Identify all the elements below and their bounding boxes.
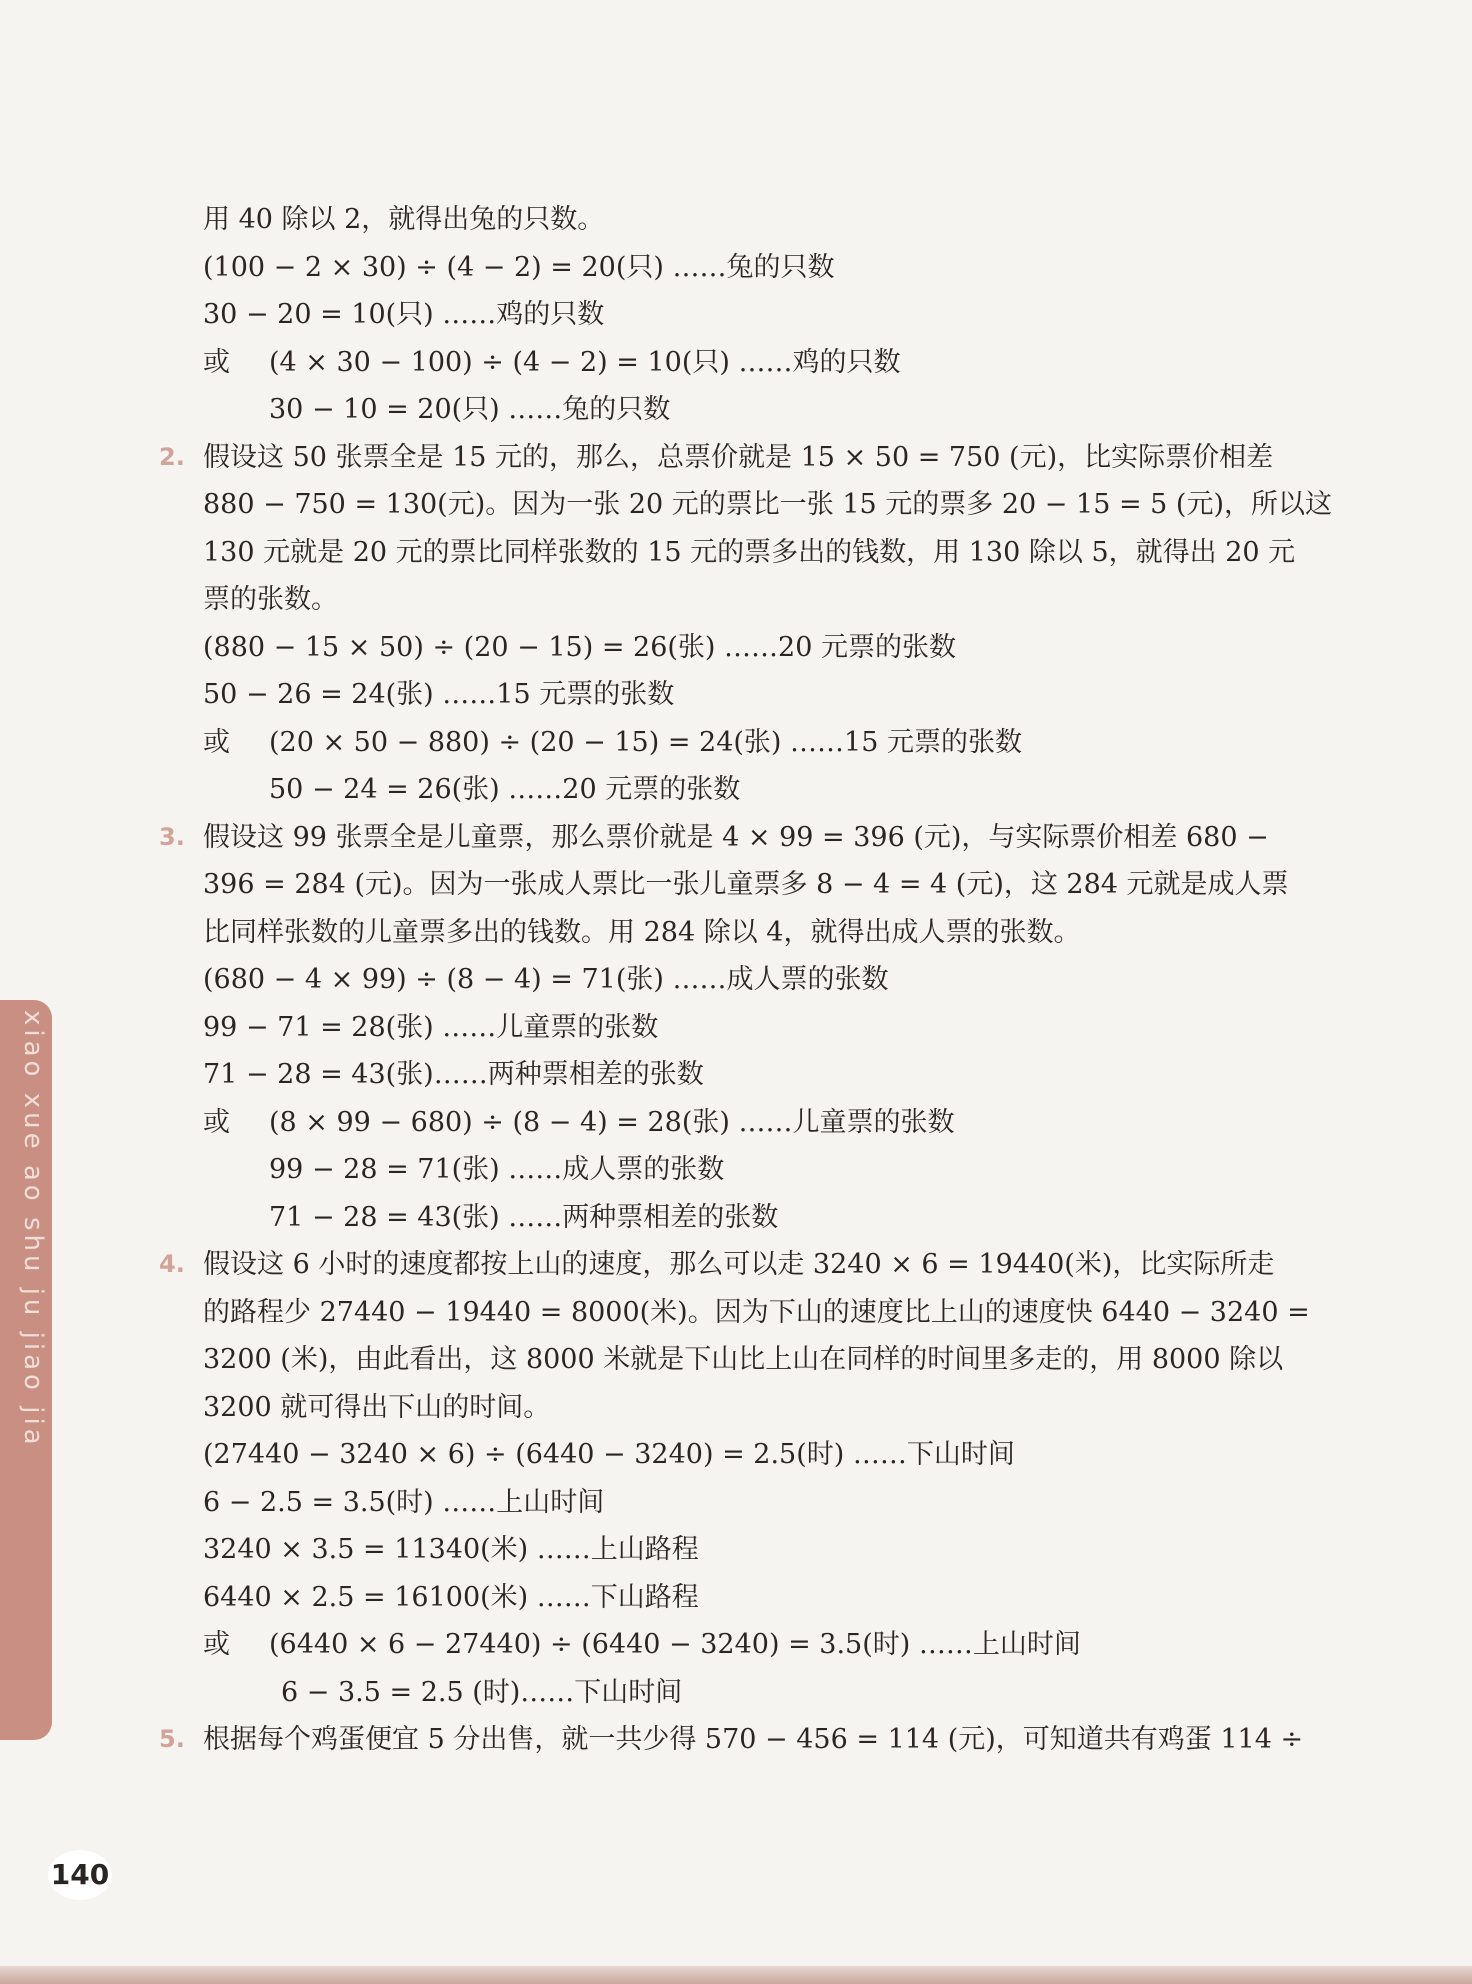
text-line — [203, 1384, 1413, 1432]
line-text: (6440 × 6 − 27440) ÷ (6440 − 3240) = 3.5(时) ……上山时间 — [269, 1629, 1081, 1660]
bottom-strip — [0, 1966, 1472, 1984]
line-text: 假设这 99 张票全是儿童票，那么票价就是 4 × 99 = 396 (元)，与实际票价相差 680 − — [203, 821, 1269, 853]
line-text: 票的张数。 — [203, 584, 338, 615]
line-text: 50 − 24 = 26(张) ……20 元票的张数 — [269, 774, 741, 805]
side-tab-text: xiao xue ao shu ju jiao jia — [18, 1010, 48, 1449]
line-text: 71 − 28 = 43(张)……两种票相差的张数 — [203, 1059, 704, 1090]
text-line — [159, 1241, 1413, 1289]
text-line — [203, 196, 1413, 244]
line-text: 3200 (米)，由此看出，这 8000 米就是下山比上山在同样的时间里多走的，用 8000 除以 — [203, 1344, 1284, 1375]
text-line — [203, 1574, 1413, 1622]
line-text: (8 × 99 − 680) ÷ (8 − 4) = 28(张) ……儿童票的张数 — [269, 1106, 955, 1138]
text-line — [203, 339, 1413, 387]
text-line — [203, 1051, 1413, 1099]
text-line — [203, 481, 1413, 529]
line-text: 6440 × 2.5 = 16100(米) ……下山路程 — [203, 1581, 699, 1613]
text-line — [203, 1194, 1413, 1242]
line-text: 用 40 除以 2，就得出兔的只数。 — [203, 204, 605, 235]
alternative-label: 或 — [203, 346, 230, 378]
line-text: 比同样张数的儿童票多出的钱数。用 284 除以 4，就得出成人票的张数。 — [203, 916, 1081, 948]
line-text: 50 − 26 = 24(张) ……15 元票的张数 — [203, 679, 675, 710]
line-text: 假设这 50 张票全是 15 元的，那么，总票价就是 15 × 50 = 750 (元)，比实际票价相差 — [203, 441, 1274, 473]
line-text: 6 − 2.5 = 3.5(时) ……上山时间 — [203, 1486, 605, 1518]
text-line — [203, 529, 1413, 577]
text-line — [203, 956, 1413, 1004]
line-text: 3240 × 3.5 = 11340(米) ……上山路程 — [203, 1534, 699, 1565]
text-line — [203, 1526, 1413, 1574]
text-line — [203, 386, 1413, 434]
alternative-label: 或 — [203, 1629, 230, 1660]
problem-number: 2. — [159, 442, 185, 471]
text-line — [203, 719, 1413, 767]
alternative-label: 或 — [203, 726, 230, 758]
line-text: 396 = 284 (元)。因为一张成人票比一张儿童票多 8 − 4 = 4 (元)，这 284 元就是成人票 — [203, 869, 1289, 900]
line-text: (880 − 15 × 50) ÷ (20 − 15) = 26(张) ……20 元票的张数 — [203, 631, 956, 663]
line-text: 6 − 3.5 = 2.5 (时)……下山时间 — [281, 1676, 683, 1708]
text-line — [203, 1004, 1413, 1052]
text-line — [203, 766, 1413, 814]
text-line — [203, 1146, 1413, 1194]
line-text: 3200 就可得出下山的时间。 — [203, 1391, 551, 1423]
text-line — [203, 624, 1413, 672]
text-line — [203, 671, 1413, 719]
line-text: 99 − 71 = 28(张) ……儿童票的张数 — [203, 1011, 659, 1043]
line-text: 根据每个鸡蛋便宜 5 分出售，就一共少得 570 − 456 = 114 (元)，可知道共有鸡蛋 114 ÷ — [203, 1724, 1304, 1755]
line-text: (20 × 50 − 880) ÷ (20 − 15) = 24(张) ……15 元票的张数 — [269, 726, 1022, 758]
line-text: 30 − 10 = 20(只) ……兔的只数 — [269, 394, 671, 425]
text-line — [203, 291, 1413, 339]
text-line — [203, 1336, 1413, 1384]
text-line — [159, 434, 1413, 482]
problem-number: 3. — [159, 822, 185, 851]
line-text: 99 − 28 = 71(张) ……成人票的张数 — [269, 1154, 725, 1185]
line-text: (100 − 2 × 30) ÷ (4 − 2) = 20(只) ……兔的只数 — [203, 251, 835, 283]
page-number: 140 — [48, 1850, 112, 1900]
text-line — [203, 1099, 1413, 1147]
answer-text — [159, 196, 1413, 1764]
text-line — [203, 576, 1413, 624]
text-line — [203, 1669, 1413, 1717]
alternative-label: 或 — [203, 1106, 230, 1138]
line-text: (680 − 4 × 99) ÷ (8 − 4) = 71(张) ……成人票的张数 — [203, 964, 889, 995]
text-line — [203, 1621, 1413, 1669]
line-text: 假设这 6 小时的速度都按上山的速度，那么可以走 3240 × 6 = 19440(米)，比实际所走 — [203, 1249, 1275, 1280]
line-text: 130 元就是 20 元的票比同样张数的 15 元的票多出的钱数，用 130 除以 5，就得出 20 元 — [203, 536, 1296, 568]
line-text: (27440 − 3240 × 6) ÷ (6440 − 3240) = 2.5(时) ……下山时间 — [203, 1439, 1015, 1470]
text-line — [159, 1716, 1413, 1764]
line-text: 的路程少 27440 − 19440 = 8000(米)。因为下山的速度比上山的速度快 6440 − 3240 = — [203, 1296, 1310, 1328]
line-text: 71 − 28 = 43(张) ……两种票相差的张数 — [269, 1201, 779, 1233]
text-line — [159, 814, 1413, 862]
line-text: 880 − 750 = 130(元)。因为一张 20 元的票比一张 15 元的票多 20 − 15 = 5 (元)，所以这 — [203, 489, 1332, 520]
problem-number: 4. — [159, 1250, 185, 1278]
text-line — [203, 861, 1413, 909]
line-text: 30 − 20 = 10(只) ……鸡的只数 — [203, 299, 605, 330]
text-line — [203, 909, 1413, 957]
text-line — [203, 244, 1413, 292]
text-line — [203, 1431, 1413, 1479]
text-line — [203, 1479, 1413, 1527]
text-line — [203, 1289, 1413, 1337]
problem-number: 5. — [159, 1725, 185, 1753]
line-text: (4 × 30 − 100) ÷ (4 − 2) = 10(只) ……鸡的只数 — [269, 346, 901, 378]
